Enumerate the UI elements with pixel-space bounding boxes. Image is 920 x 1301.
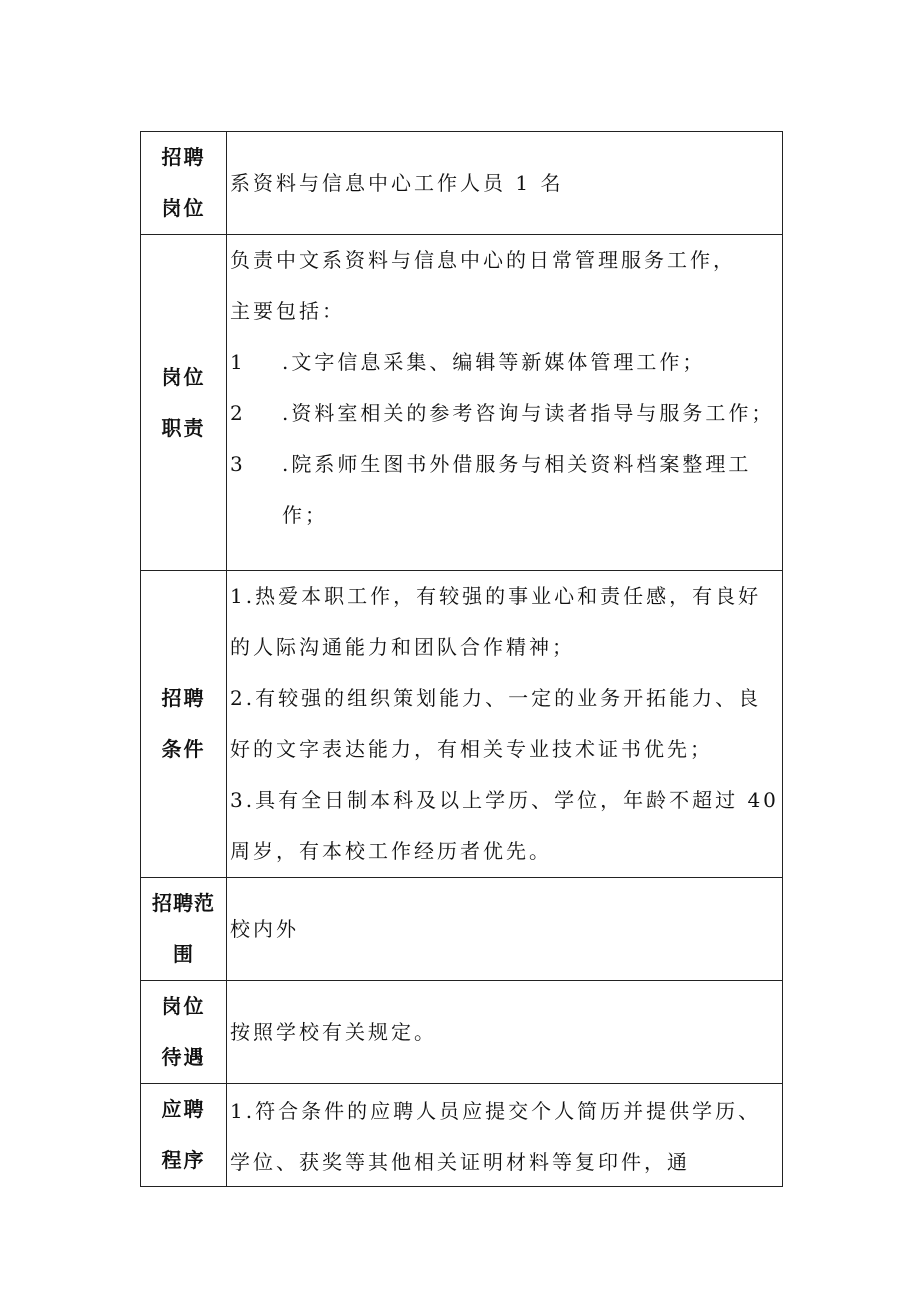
label-position: 招聘岗位	[161, 145, 206, 220]
row-position	[141, 132, 783, 235]
procedure-text: 1.符合条件的应聘人员应提交个人简历并提供学历、学位、获奖等其他相关证明材料等复印件，通	[230, 1099, 762, 1174]
requirements-content-cell	[227, 571, 783, 878]
benefits-text: 按照学校有关规定。	[230, 1019, 437, 1044]
scope-content-cell	[227, 878, 783, 981]
duty-item-1-number: 1	[230, 350, 243, 374]
label-procedure: 应聘程序	[161, 1097, 206, 1172]
duty-item-2-number: 2	[230, 401, 243, 425]
requirement-2: 2.有较强的组织策划能力、一定的业务开拓能力、良好的文字表达能力，有相关专业技术证书优先；	[230, 686, 762, 761]
label-procedure-cell	[141, 1084, 227, 1187]
row-scope	[141, 878, 783, 981]
scope-text: 校内外	[230, 916, 299, 941]
procedure-clip	[230, 1084, 782, 1184]
row-duties	[141, 235, 783, 571]
duty-item-1	[230, 337, 782, 388]
duties-clip	[230, 235, 782, 568]
recruitment-table	[140, 131, 783, 1187]
position-content-cell	[227, 132, 783, 235]
label-duties: 岗位职责	[161, 364, 206, 440]
row-procedure	[141, 1084, 783, 1187]
duties-intro-2: 主要包括：	[230, 299, 345, 323]
duty-item-3-text: .院系师生图书外借服务与相关资料档案整理工作；	[282, 452, 752, 527]
duty-item-2	[230, 388, 782, 439]
procedure-content-cell	[227, 1084, 783, 1187]
requirement-1: 1.热爱本职工作，有较强的事业心和责任感，有良好的人际沟通能力和团队合作精神；	[230, 584, 762, 659]
label-scope-cell	[141, 878, 227, 981]
duty-item-3-number: 3	[230, 452, 243, 476]
label-benefits: 岗位待遇	[161, 994, 206, 1069]
benefits-content-cell	[227, 981, 783, 1084]
row-requirements	[141, 571, 783, 878]
label-requirements: 招聘条件	[161, 686, 206, 761]
duties-intro-1: 负责中文系资料与信息中心的日常管理服务工作，	[230, 248, 736, 272]
label-benefits-cell	[141, 981, 227, 1084]
label-requirements-cell	[141, 571, 227, 878]
label-position-cell	[141, 132, 227, 235]
duty-item-1-text: .文字信息采集、编辑等新媒体管理工作；	[282, 350, 706, 374]
duty-item-2-text: .资料室相关的参考咨询与读者指导与服务工作；	[282, 401, 775, 425]
row-benefits	[141, 981, 783, 1084]
label-scope: 招聘范围	[152, 891, 215, 966]
duties-content-cell	[227, 235, 783, 571]
duty-item-3	[230, 439, 782, 541]
position-text: 系资料与信息中心工作人员 1 名	[230, 170, 564, 195]
requirement-3: 3.具有全日制本科及以上学历、学位，年龄不超过 40 周岁，有本校工作经历者优先。	[230, 788, 779, 863]
label-duties-cell	[141, 235, 227, 571]
